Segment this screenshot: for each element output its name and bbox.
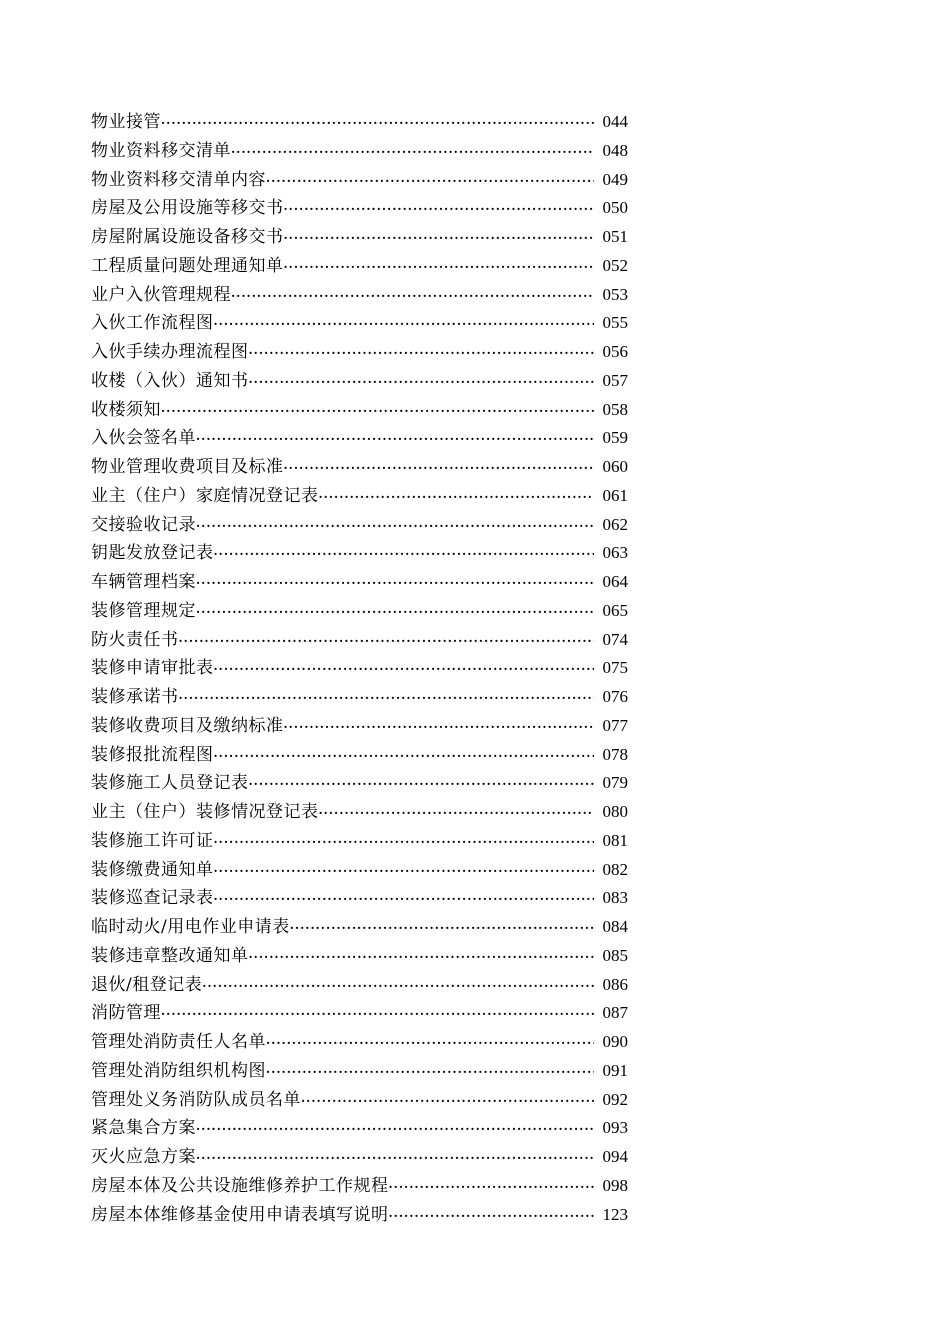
toc-entry-page-number: 081 bbox=[602, 830, 628, 850]
toc-dot-leader bbox=[202, 972, 594, 1001]
toc-entry-page-number: 090 bbox=[602, 1032, 628, 1051]
toc-dot-leader bbox=[249, 943, 595, 972]
toc-dot-leader bbox=[196, 1115, 594, 1144]
toc-dot-leader bbox=[231, 138, 594, 167]
toc-entry-page-number: 058 bbox=[602, 399, 628, 419]
toc-entry[interactable] bbox=[91, 999, 628, 1028]
toc-entry-page-number: 077 bbox=[602, 715, 628, 735]
toc-entry[interactable] bbox=[91, 194, 628, 223]
toc-entry[interactable] bbox=[91, 856, 628, 885]
toc-entry-page-number: 091 bbox=[602, 1060, 628, 1080]
toc-dot-leader bbox=[214, 828, 595, 857]
toc-dot-leader bbox=[179, 627, 595, 656]
toc-dot-leader bbox=[196, 425, 594, 454]
toc-dot-leader bbox=[214, 857, 595, 886]
toc-entry-page-number: 049 bbox=[602, 169, 628, 189]
toc-entry[interactable] bbox=[91, 166, 628, 195]
toc-entry[interactable] bbox=[91, 798, 628, 827]
toc-dot-leader bbox=[249, 339, 595, 368]
toc-entry-title: 收楼（入伙）通知书 bbox=[91, 370, 249, 391]
toc-entry-page-number: 123 bbox=[602, 1204, 628, 1224]
toc-dot-leader bbox=[196, 569, 594, 598]
toc-entry-page-number: 051 bbox=[602, 227, 628, 246]
toc-entry-title: 入伙手续办理流程图 bbox=[91, 342, 249, 362]
toc-entry-page-number: 048 bbox=[602, 140, 628, 160]
toc-entry[interactable] bbox=[91, 597, 628, 626]
toc-entry-title: 物业资料移交清单 bbox=[91, 140, 231, 161]
toc-dot-leader bbox=[214, 540, 595, 569]
toc-dot-leader bbox=[266, 167, 594, 196]
toc-entry-title: 管理处消防责任人名单 bbox=[91, 1032, 266, 1052]
toc-entry-page-number: 087 bbox=[602, 1003, 628, 1023]
toc-dot-leader bbox=[179, 684, 595, 713]
toc-entry-title: 业户入伙管理规程 bbox=[91, 284, 231, 305]
toc-entry[interactable] bbox=[91, 482, 628, 511]
toc-entry[interactable] bbox=[91, 1114, 628, 1143]
toc-dot-leader bbox=[389, 1173, 595, 1202]
toc-entry-page-number: 065 bbox=[602, 600, 628, 620]
toc-entry-title: 业主（住户）装修情况登记表 bbox=[91, 802, 319, 822]
toc-entry-page-number: 079 bbox=[602, 773, 628, 793]
toc-entry-title: 紧急集合方案 bbox=[91, 1118, 196, 1139]
toc-entry-title: 装修缴费通知单 bbox=[91, 859, 214, 880]
toc-entry[interactable] bbox=[91, 712, 628, 741]
toc-entry[interactable] bbox=[91, 424, 628, 453]
toc-dot-leader bbox=[284, 454, 595, 483]
toc-entry-title: 临时动火/用电作业申请表 bbox=[91, 917, 290, 937]
toc-entry-page-number: 055 bbox=[602, 313, 628, 333]
toc-dot-leader bbox=[196, 512, 594, 541]
toc-entry-title: 入伙会签名单 bbox=[91, 428, 196, 449]
toc-entry[interactable] bbox=[91, 108, 628, 137]
toc-entry[interactable] bbox=[91, 884, 628, 913]
toc-entry[interactable] bbox=[91, 942, 628, 971]
toc-entry-title: 装修承诺书 bbox=[91, 687, 179, 707]
toc-dot-leader bbox=[231, 282, 594, 311]
toc-dot-leader bbox=[196, 598, 594, 627]
toc-entry-title: 物业管理收费项目及标准 bbox=[91, 457, 284, 477]
toc-entry[interactable] bbox=[91, 1028, 628, 1057]
toc-entry-title: 房屋附属设施设备移交书 bbox=[91, 227, 284, 247]
toc-entry[interactable] bbox=[91, 769, 628, 798]
toc-entry-page-number: 075 bbox=[602, 658, 628, 678]
toc-entry-title: 钥匙发放登记表 bbox=[91, 543, 214, 564]
toc-entry[interactable] bbox=[91, 1057, 628, 1086]
toc-entry-page-number: 061 bbox=[602, 485, 628, 505]
toc-entry-page-number: 093 bbox=[602, 1118, 628, 1138]
toc-entry-page-number: 050 bbox=[602, 198, 628, 218]
toc-entry[interactable] bbox=[91, 654, 628, 683]
table-of-contents bbox=[91, 108, 628, 1229]
toc-dot-leader bbox=[266, 1029, 594, 1058]
toc-dot-leader bbox=[301, 1087, 594, 1116]
toc-entry[interactable] bbox=[91, 396, 628, 425]
toc-entry-title: 房屋及公用设施等移交书 bbox=[91, 198, 284, 219]
toc-entry[interactable] bbox=[91, 913, 628, 942]
toc-entry[interactable] bbox=[91, 741, 628, 770]
toc-entry-page-number: 078 bbox=[602, 744, 628, 764]
toc-entry-title: 入伙工作流程图 bbox=[91, 313, 214, 334]
toc-entry[interactable] bbox=[91, 1143, 628, 1172]
toc-entry-page-number: 085 bbox=[602, 945, 628, 965]
toc-entry-page-number: 059 bbox=[602, 428, 628, 448]
toc-entry[interactable] bbox=[91, 1086, 628, 1115]
toc-entry-page-number: 080 bbox=[602, 802, 628, 821]
toc-entry-page-number: 053 bbox=[602, 284, 628, 304]
toc-entry-page-number: 076 bbox=[602, 687, 628, 706]
toc-entry-title: 工程质量问题处理通知单 bbox=[91, 255, 284, 276]
toc-entry-title: 收楼须知 bbox=[91, 399, 161, 420]
toc-entry-page-number: 094 bbox=[602, 1147, 628, 1166]
toc-entry[interactable] bbox=[91, 971, 628, 1000]
toc-entry-page-number: 062 bbox=[602, 514, 628, 534]
toc-entry-title: 装修收费项目及缴纳标准 bbox=[91, 715, 284, 736]
toc-dot-leader bbox=[214, 885, 595, 914]
toc-dot-leader bbox=[266, 1058, 594, 1087]
toc-dot-leader bbox=[214, 742, 595, 771]
toc-entry[interactable] bbox=[91, 626, 628, 655]
toc-entry-title: 消防管理 bbox=[91, 1003, 161, 1024]
toc-entry-page-number: 064 bbox=[602, 572, 628, 591]
toc-entry-page-number: 057 bbox=[602, 370, 628, 390]
toc-entry-title: 管理处义务消防队成员名单 bbox=[91, 1089, 301, 1110]
toc-entry-title: 房屋本体及公共设施维修养护工作规程 bbox=[91, 1175, 389, 1196]
toc-entry-title: 物业资料移交清单内容 bbox=[91, 169, 266, 190]
toc-entry[interactable] bbox=[91, 1172, 628, 1201]
toc-dot-leader bbox=[161, 397, 594, 426]
toc-entry-page-number: 063 bbox=[602, 543, 628, 563]
toc-dot-leader bbox=[290, 914, 594, 943]
toc-entry-page-number: 098 bbox=[602, 1175, 628, 1195]
toc-entry-title: 装修报批流程图 bbox=[91, 744, 214, 765]
toc-entry-title: 业主（住户）家庭情况登记表 bbox=[91, 485, 319, 506]
toc-entry-title: 交接验收记录 bbox=[91, 514, 196, 535]
toc-entry[interactable] bbox=[91, 683, 628, 712]
toc-dot-leader bbox=[319, 483, 595, 512]
toc-entry-title: 装修违章整改通知单 bbox=[91, 945, 249, 966]
toc-dot-leader bbox=[214, 655, 595, 684]
toc-entry-page-number: 044 bbox=[602, 112, 628, 131]
toc-entry[interactable] bbox=[91, 281, 628, 310]
toc-entry[interactable] bbox=[91, 309, 628, 338]
toc-entry[interactable] bbox=[91, 252, 628, 281]
toc-dot-leader bbox=[196, 1144, 594, 1173]
toc-entry-title: 管理处消防组织机构图 bbox=[91, 1060, 266, 1081]
toc-entry-title: 退伙/租登记表 bbox=[91, 974, 203, 995]
toc-entry-page-number: 052 bbox=[602, 255, 628, 275]
toc-entry-page-number: 060 bbox=[602, 457, 628, 476]
toc-entry[interactable] bbox=[91, 568, 628, 597]
toc-entry-title: 装修施工许可证 bbox=[91, 830, 214, 851]
toc-entry-title: 防火责任书 bbox=[91, 629, 179, 650]
toc-dot-leader bbox=[249, 368, 595, 397]
toc-entry-title: 物业接管 bbox=[91, 112, 161, 132]
toc-dot-leader bbox=[284, 195, 595, 224]
toc-dot-leader bbox=[249, 770, 595, 799]
toc-entry[interactable] bbox=[91, 223, 628, 252]
toc-dot-leader bbox=[319, 799, 595, 828]
toc-entry-title: 车辆管理档案 bbox=[91, 572, 196, 592]
toc-entry-title: 装修申请审批表 bbox=[91, 658, 214, 679]
toc-entry[interactable] bbox=[91, 511, 628, 540]
toc-entry-page-number: 083 bbox=[602, 888, 628, 908]
toc-dot-leader bbox=[161, 1000, 594, 1029]
toc-entry[interactable] bbox=[91, 367, 628, 396]
toc-entry-title: 灭火应急方案 bbox=[91, 1147, 196, 1167]
toc-entry-title: 房屋本体维修基金使用申请表填写说明 bbox=[91, 1204, 389, 1225]
toc-entry-page-number: 074 bbox=[602, 629, 628, 649]
toc-dot-leader bbox=[389, 1202, 595, 1231]
toc-entry[interactable] bbox=[91, 338, 628, 367]
toc-dot-leader bbox=[284, 713, 595, 742]
toc-entry-title: 装修巡查记录表 bbox=[91, 888, 214, 909]
toc-entry-page-number: 092 bbox=[602, 1089, 628, 1109]
toc-entry[interactable] bbox=[91, 539, 628, 568]
toc-entry[interactable] bbox=[91, 137, 628, 166]
toc-entry[interactable] bbox=[91, 453, 628, 482]
toc-entry-title: 装修管理规定 bbox=[91, 600, 196, 621]
toc-dot-leader bbox=[284, 253, 595, 282]
toc-entry-page-number: 084 bbox=[602, 917, 628, 936]
toc-entry[interactable] bbox=[91, 1201, 628, 1230]
toc-entry-page-number: 056 bbox=[602, 342, 628, 361]
toc-dot-leader bbox=[214, 310, 595, 339]
toc-dot-leader bbox=[161, 109, 594, 138]
toc-entry-page-number: 086 bbox=[602, 974, 628, 994]
toc-entry-title: 装修施工人员登记表 bbox=[91, 773, 249, 794]
toc-entry[interactable] bbox=[91, 827, 628, 856]
toc-entry-page-number: 082 bbox=[602, 859, 628, 879]
toc-dot-leader bbox=[284, 224, 595, 253]
